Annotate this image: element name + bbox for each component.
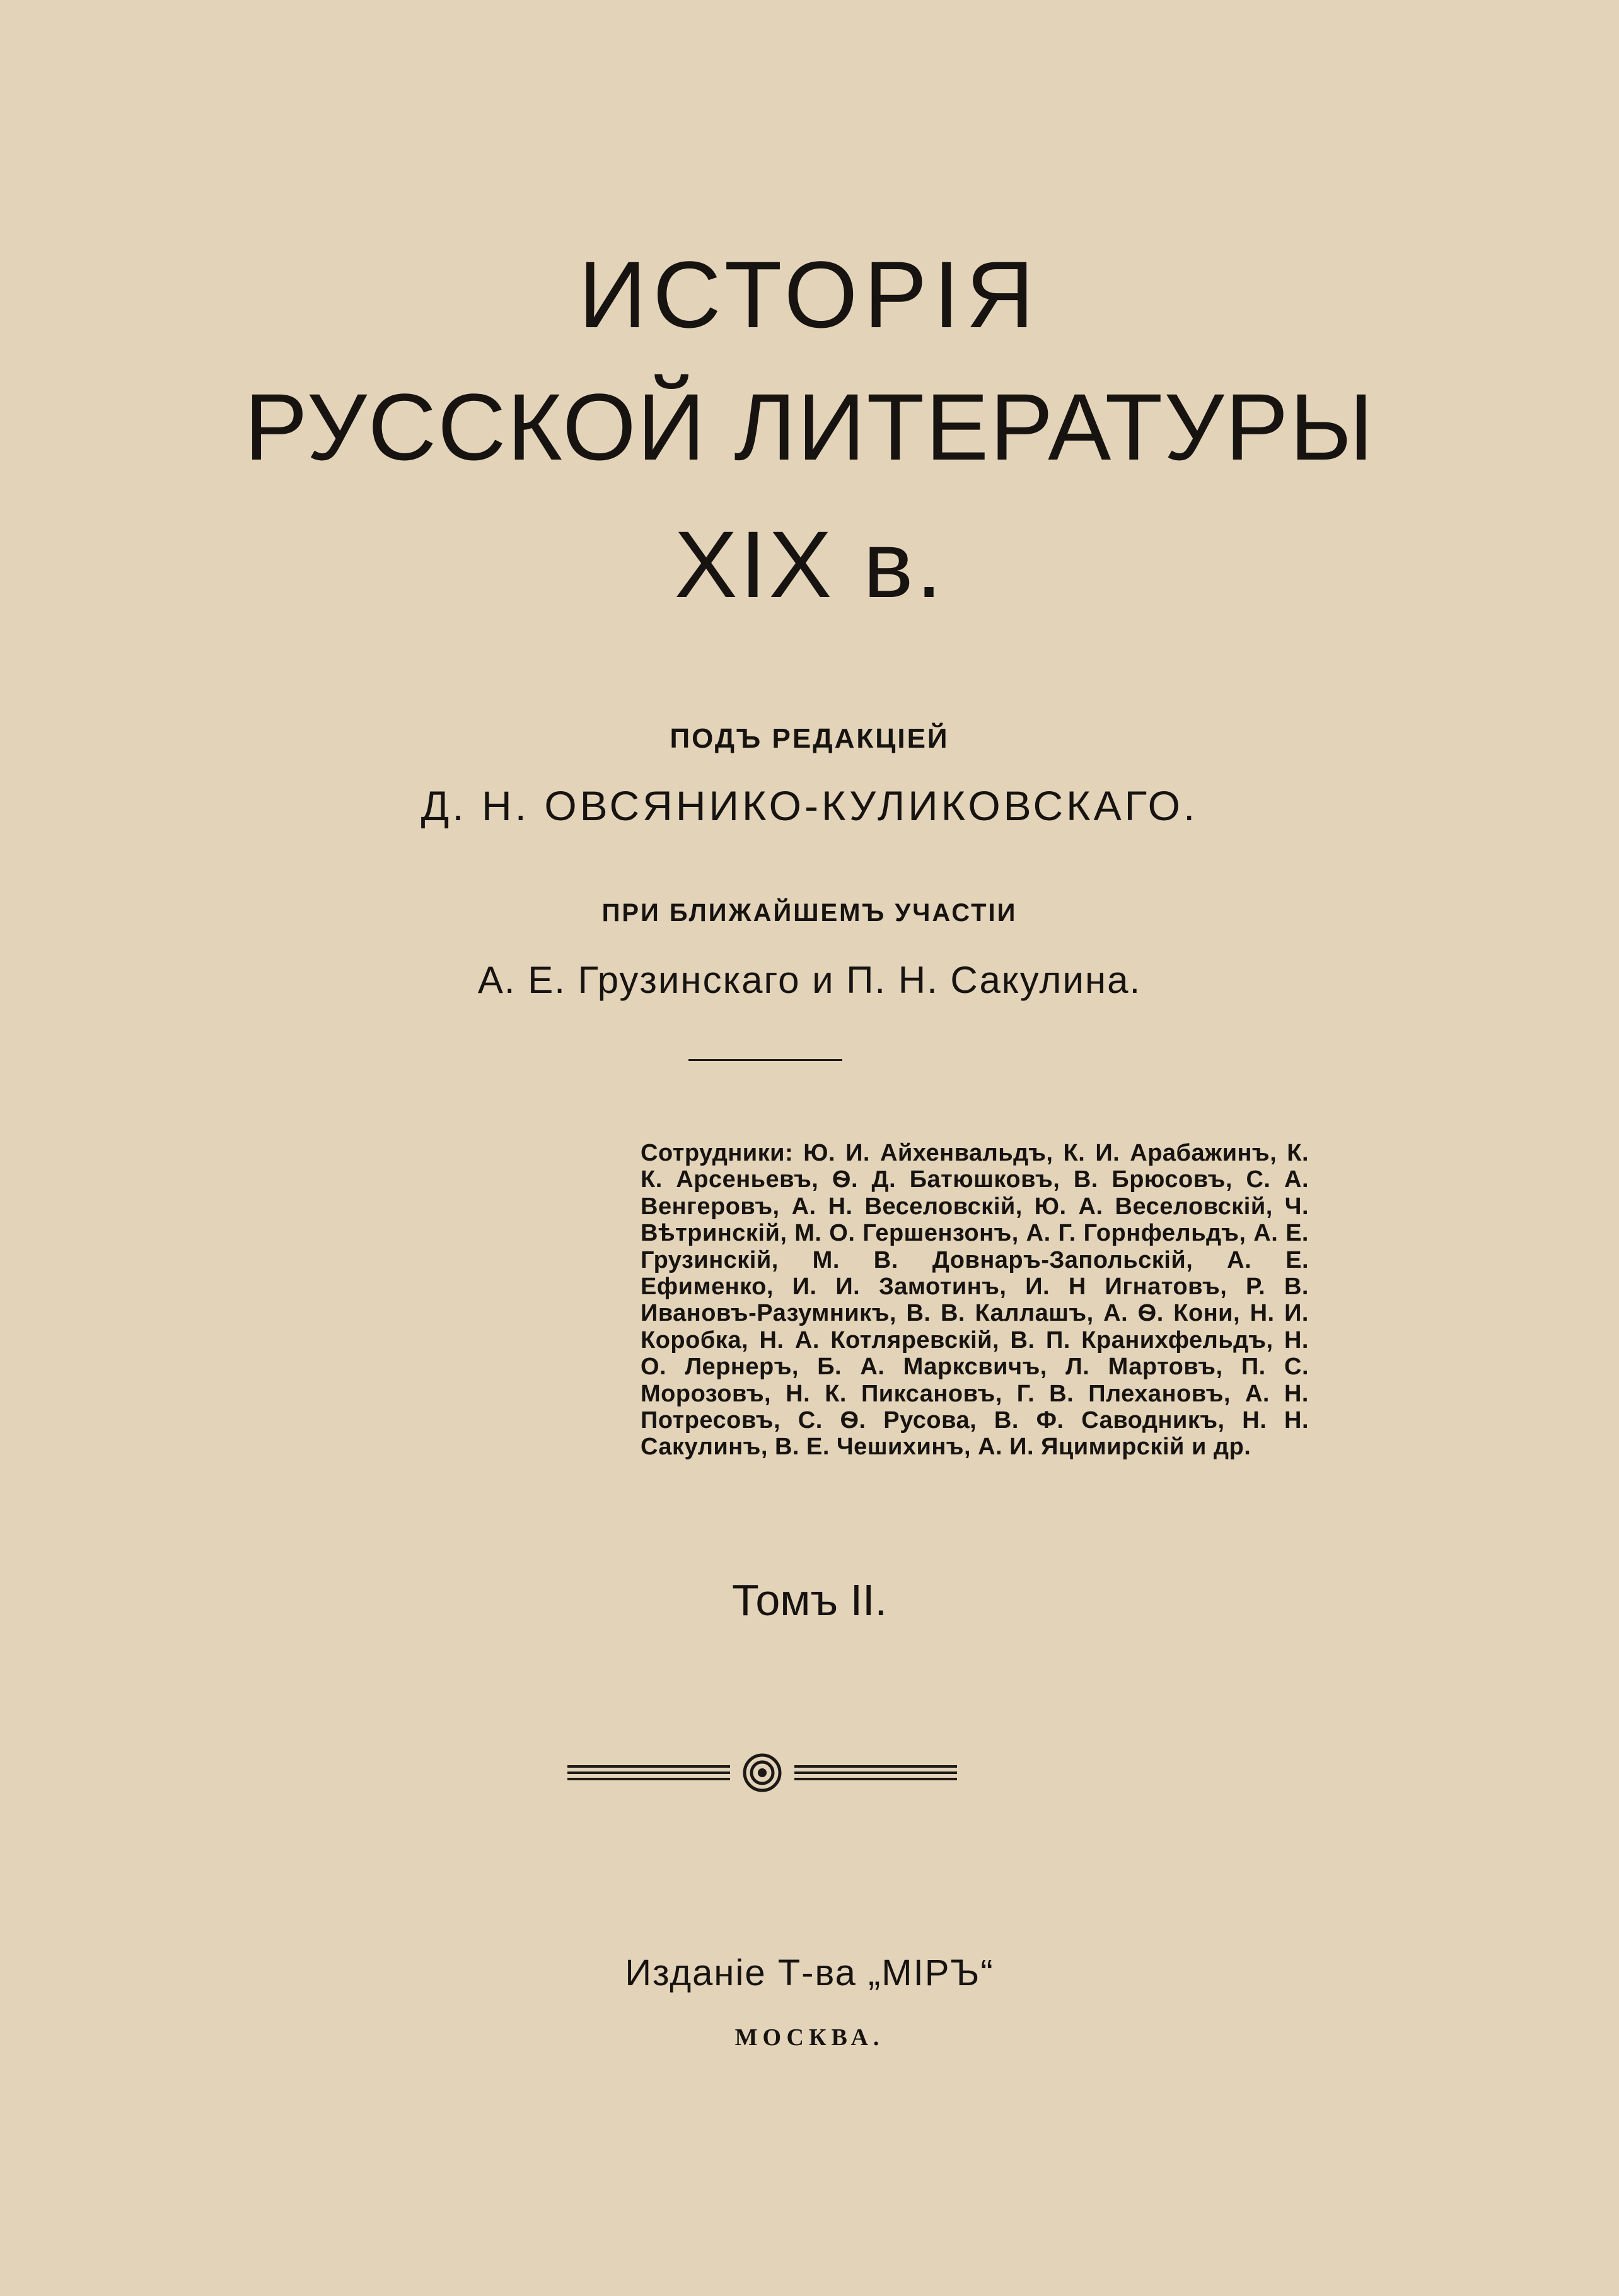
participation-names: А. Е. Грузинскаго и П. Н. Сакулина. <box>477 959 1142 1001</box>
editor-name: Д. Н. ОВСЯНИКО-КУЛИКОВСКАГО. <box>421 782 1198 829</box>
volume-number: Томъ II. <box>732 1575 887 1625</box>
title-line-3: XIX в. <box>674 511 945 617</box>
city: МОСКВА. <box>734 2024 885 2051</box>
editor-label: ПОДЪ РЕДАКЦІЕЙ <box>670 723 949 754</box>
publisher: Изданіе Т-ва „МІРЪ“ <box>625 1952 994 1993</box>
divider-rule <box>688 1059 842 1061</box>
contributors-block <box>641 1140 1309 1461</box>
participation-label: ПРИ БЛИЖАЙШЕМЪ УЧАСТІИ <box>601 899 1018 927</box>
title-line-1: ИСТОРІЯ <box>578 241 1041 347</box>
ornament-divider <box>567 1748 957 1795</box>
contributors-list: Ю. И. Айхенвальдъ, К. И. Арабажинъ, К. К. Арсеньевъ, Ѳ. Д. Батюшковъ, В. Брюсовъ, С. А. Венгеровъ, А. Н. Веселовскій, Ю. А. Веселовскій, Ч. Вѣтринскій, М. О. Гершензонъ, А. Г. Горнфельдъ, А. Е. Грузинскій, М. В. Довнаръ-Запольскій, А. Е. Ефименко, И. И. Замотинъ, И. Н Игнатовъ, Р. В. Ивановъ-Разумникъ, В. В. Каллашъ, А. Ѳ. Кони, Н. И. Коробка, Н. А. Котляревскій, В. П. Кранихфельдъ, Н. О. Лернеръ, Б. А. Марксвичъ, Л. Мартовъ, П. С. Морозовъ, Н. К. Пиксановъ, Г. В. Плехановъ, А. Н. Потресовъ, С. Ѳ. Русова, В. Ф. Саводникъ, Н. Н. Сакулинъ, В. Е. Чешихинъ, А. И. Яцимирскій и др. <box>641 1140 1309 1461</box>
contributors-label: Сотрудники: <box>641 1140 794 1166</box>
title-line-2: РУССКОЙ ЛИТЕРАТУРЫ <box>244 374 1375 480</box>
